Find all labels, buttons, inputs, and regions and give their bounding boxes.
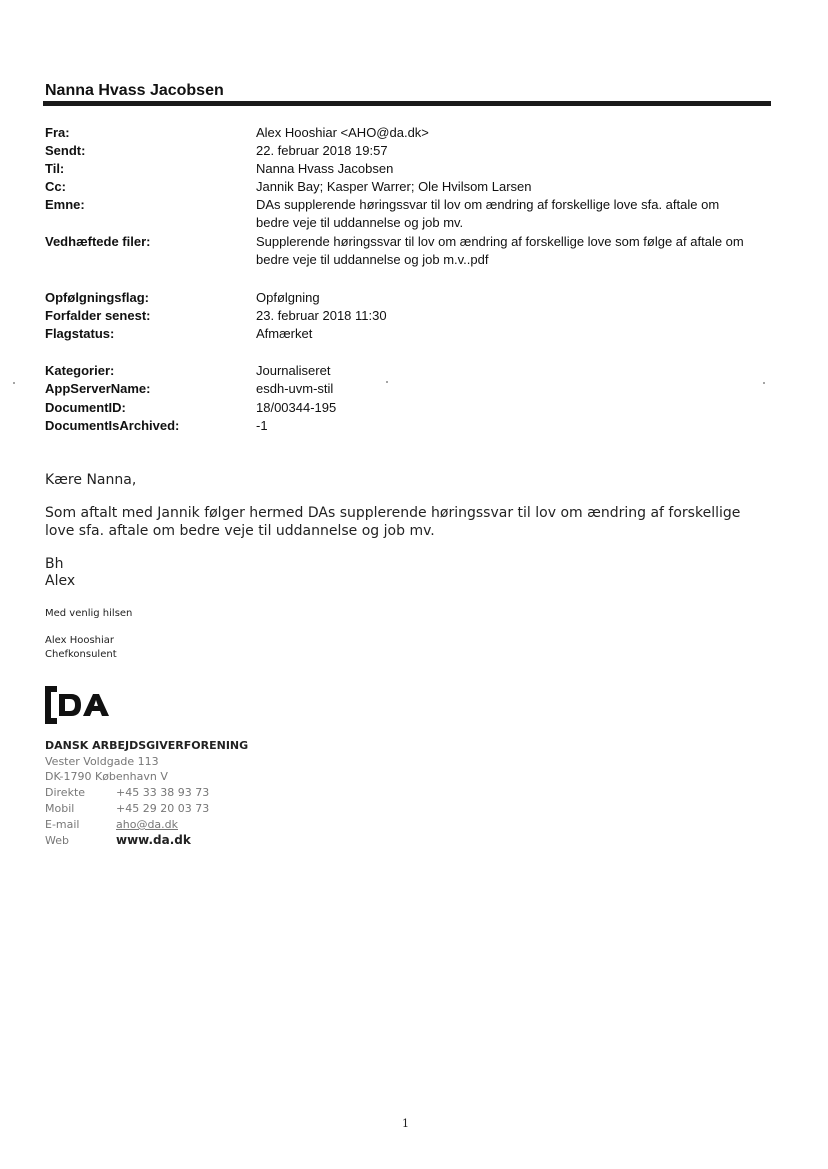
header-divider [43, 101, 771, 106]
field-value: -1 [256, 418, 268, 433]
field-label: Emne: [45, 197, 85, 212]
contact-label: E-mail [45, 818, 80, 831]
field-label: Fra: [45, 125, 70, 140]
attachment-link[interactable]: Supplerende høringssvar til lov om ændring af forskellige love som følge af aftale om bedre veje til uddannelse og job m.v..pdf [256, 234, 744, 267]
email-link[interactable]: aho@da.dk [116, 818, 179, 831]
field-label: Til: [45, 161, 65, 176]
field-label: Flagstatus: [45, 326, 115, 341]
scan-speck [13, 382, 15, 384]
field-label: Cc: [45, 179, 66, 194]
scan-speck [386, 381, 388, 383]
da-logo [45, 686, 109, 729]
field-value: Journaliseret [256, 363, 331, 378]
website-link[interactable]: www.da.dk [116, 833, 191, 847]
signature-regards: Med venlig hilsen [45, 608, 133, 619]
field-value: Afmærket [256, 326, 313, 341]
closing-line: Bh [45, 556, 64, 572]
city-address: DK-1790 København V [45, 770, 168, 783]
body-line: Som aftalt med Jannik følger hermed DAs supplerende høringssvar til lov om ændring af forskellige [45, 505, 741, 521]
field-value: 23. februar 2018 11:30 [256, 308, 387, 323]
greeting: Kære Nanna, [45, 472, 137, 488]
field-value: Nanna Hvass Jacobsen [256, 161, 394, 176]
contact-label: Web [45, 834, 69, 847]
field-label: DocumentID: [45, 400, 126, 415]
field-label: Forfalder senest: [45, 308, 151, 323]
organization-name: DANSK ARBEJDSGIVERFORENING [45, 739, 249, 752]
field-label: Kategorier: [45, 363, 115, 378]
field-label: AppServerName: [45, 381, 151, 396]
signature-title: Chefkonsulent [45, 649, 117, 660]
contact-label: Mobil [45, 802, 75, 815]
field-value: esdh-uvm-stil [256, 381, 334, 396]
field-value: 18/00344-195 [256, 400, 337, 415]
field-label: DocumentIsArchived: [45, 418, 180, 433]
signature-name: Alex Hooshiar [45, 635, 115, 646]
street-address: Vester Voldgade 113 [45, 755, 159, 768]
phone-direct: +45 33 38 93 73 [116, 786, 210, 799]
page-number: 1 [402, 1117, 409, 1130]
field-label: Opfølgningsflag: [45, 290, 149, 305]
da-logo-mark [45, 686, 109, 724]
scan-speck [763, 382, 765, 384]
contact-label: Direkte [45, 786, 86, 799]
body-line: love sfa. aftale om bedre veje til uddannelse og job mv. [45, 523, 435, 539]
closing-line: Alex [45, 573, 76, 589]
field-value: 22. februar 2018 19:57 [256, 143, 388, 158]
field-value: Jannik Bay; Kasper Warrer; Ole Hvilsom Larsen [256, 179, 532, 194]
field-value: DAs supplerende høringssvar til lov om ændring af forskellige love sfa. aftale om bedre veje til uddannelse og job mv. [256, 197, 720, 230]
mailbox-owner-name: Nanna Hvass Jacobsen [45, 82, 224, 99]
field-label: Vedhæftede filer: [45, 234, 151, 249]
field-label: Sendt: [45, 143, 86, 158]
field-value: Opfølgning [256, 290, 320, 305]
field-value: Alex Hooshiar <AHO@da.dk> [256, 125, 429, 140]
phone-mobile: +45 29 20 03 73 [116, 802, 210, 815]
